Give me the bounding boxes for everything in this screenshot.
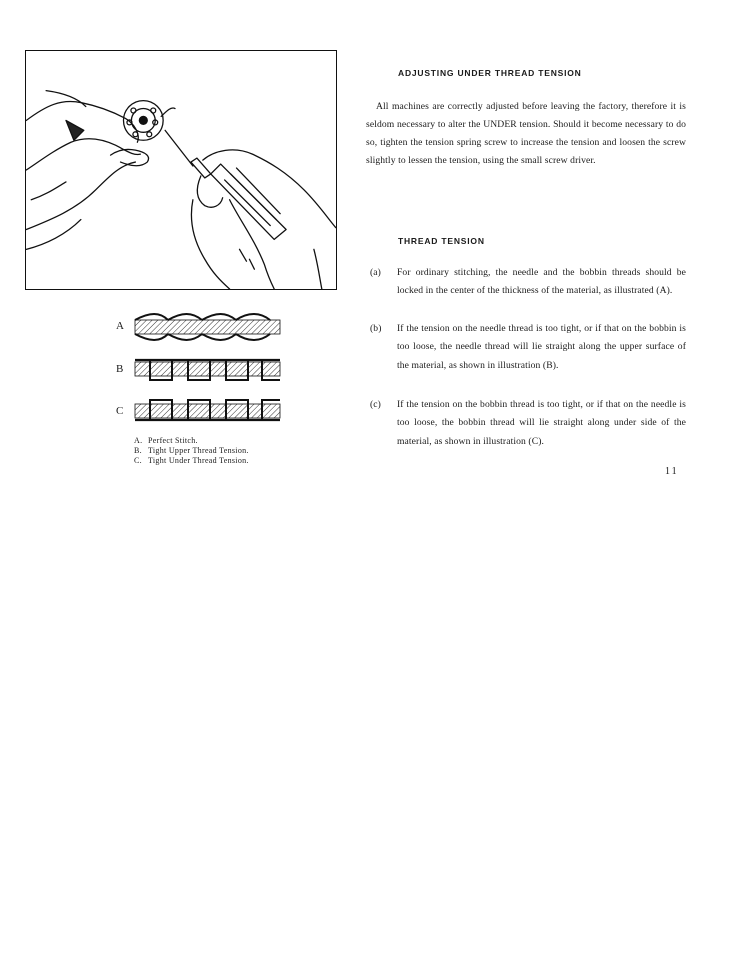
item-marker: (c) (370, 399, 381, 410)
heading-thread-tension: THREAD TENSION (398, 236, 485, 246)
stitch-legend (134, 436, 249, 466)
diagram-label-c: C (116, 405, 124, 417)
legend-item: A. Perfect Stitch. (134, 436, 198, 445)
list-item (370, 396, 686, 451)
paragraph-under-tension: All machines are correctly adjusted before leaving the factory, therefore it is seldom necessary to alter the UNDER tension. Should it become necessary to do so, tighten the tension spring screw to increase the tension and loosen the screw slightly to lessen the tension, using the small screw driver. (366, 101, 686, 166)
diagram-label-a: A (116, 320, 124, 332)
item-marker: (a) (370, 267, 381, 278)
stitch-diagram-c (130, 392, 285, 432)
list-item (370, 320, 686, 375)
list-item (370, 264, 686, 301)
legend-item: B. Tight Upper Thread Tension. (134, 446, 249, 455)
heading-under-thread-tension: ADJUSTING UNDER THREAD TENSION (398, 68, 582, 78)
bobbin-adjustment-illustration (25, 50, 337, 290)
item-text: For ordinary stitching, the needle and the bobbin threads should be locked in the center of the thickness of the material, as illustrated (A). (397, 267, 686, 297)
diagram-label-b: B (116, 363, 124, 375)
page-number: 11 (665, 466, 679, 477)
stitch-diagram-b (130, 350, 285, 390)
item-text: If the tension on the bobbin thread is too tight, or if that on the needle is too loose, the bobbin thread will lie straight along under side of the material, as shown in illustration (C). (397, 399, 686, 447)
item-marker: (b) (370, 323, 382, 334)
item-text: If the tension on the needle thread is too tight, or if that on the bobbin is too loose, the needle thread will lie straight along the upper surface of the material, as shown in illustration (B). (397, 323, 686, 371)
legend-item: C. Tight Under Thread Tension. (134, 456, 249, 465)
hands-screwdriver-drawing (26, 51, 336, 289)
stitch-diagram-a (130, 308, 285, 348)
